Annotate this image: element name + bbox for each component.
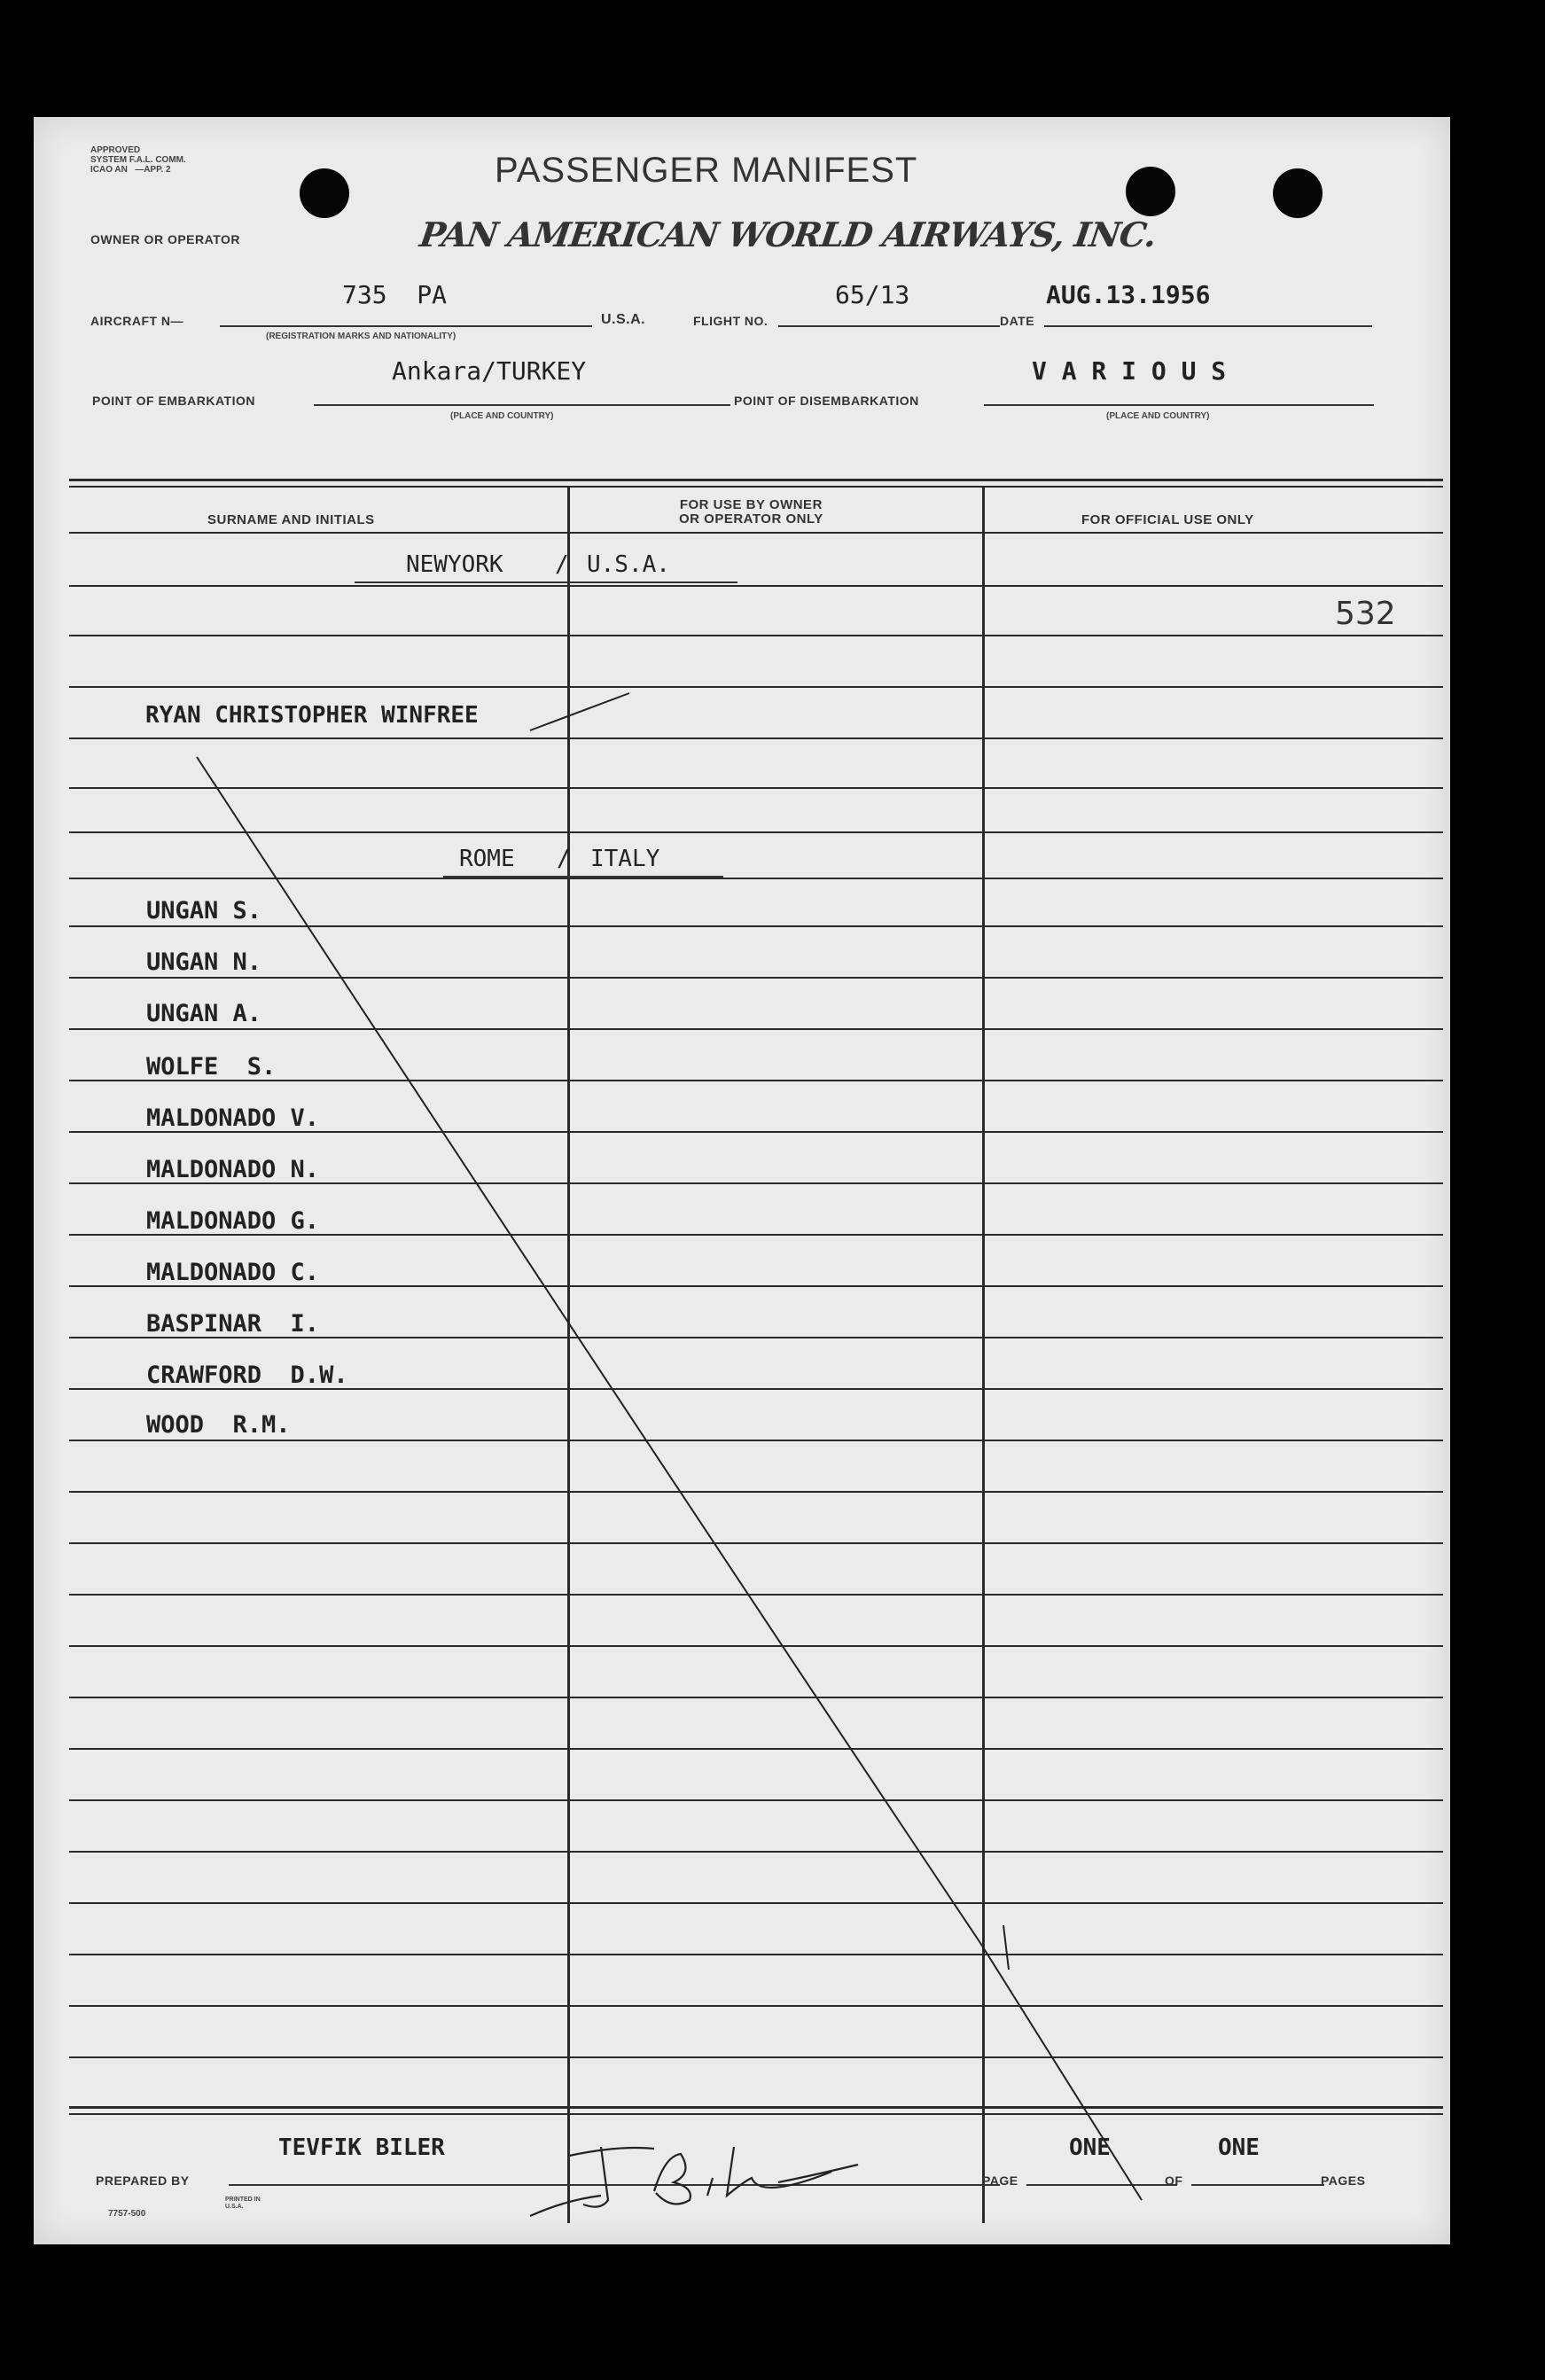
section-country: U.S.A. xyxy=(587,551,670,578)
col-header-owner-line: FOR USE BY OWNER xyxy=(679,497,823,512)
date-value: AUG.13.1956 xyxy=(1046,280,1211,309)
passenger-name: MALDONADO N. xyxy=(146,1156,320,1183)
passenger-name: UNGAN N. xyxy=(146,948,262,976)
passenger-name: MALDONADO G. xyxy=(146,1207,320,1235)
passenger-name: WOLFE S. xyxy=(146,1053,277,1081)
owner-label: OWNER OR OPERATOR xyxy=(90,232,240,246)
place-note-disembarkation: (PLACE AND COUNTRY) xyxy=(1106,411,1210,421)
page-label: PAGE xyxy=(982,2173,1018,2188)
passenger-name: RYAN CHRISTOPHER WINFREE xyxy=(145,702,479,729)
approval-line: APPROVED xyxy=(90,145,141,155)
page-title: PASSENGER MANIFEST xyxy=(495,151,918,190)
flight-value: 65/13 xyxy=(835,280,910,309)
owner-value: PAN AMERICAN WORLD AIRWAYS, INC. xyxy=(417,215,1159,254)
col-header-official: FOR OFFICIAL USE ONLY xyxy=(1081,512,1254,527)
approval-line: ICAO AN xyxy=(90,165,128,175)
place-note-embarkation: (PLACE AND COUNTRY) xyxy=(450,411,554,421)
passenger-name: UNGAN A. xyxy=(146,1000,262,1027)
form-code: 7757-500 xyxy=(108,2209,146,2219)
slash-mark xyxy=(530,693,629,730)
prepared-by-value: TEVFIK BILER xyxy=(278,2134,445,2161)
of-value: ONE xyxy=(1218,2134,1260,2161)
col-header-owner-line: OR OPERATOR ONLY xyxy=(679,511,823,527)
aircraft-value: 735 PA xyxy=(342,280,448,309)
approval-line: SYSTEM F.A.L. COMM. xyxy=(90,155,186,165)
official-number: 532 xyxy=(1335,596,1396,632)
approval-line: —APP. 2 xyxy=(135,165,171,175)
page-value: ONE xyxy=(1069,2134,1111,2161)
strike-through-line xyxy=(197,757,1142,2200)
pages-label: PAGES xyxy=(1321,2173,1366,2188)
date-label: DATE xyxy=(1000,314,1035,328)
manifest-sheet xyxy=(34,117,1450,2244)
nationality: U.S.A. xyxy=(601,312,646,327)
passenger-name: MALDONADO V. xyxy=(146,1104,320,1132)
embarkation-value: Ankara/TURKEY xyxy=(392,356,587,386)
registration-note: (REGISTRATION MARKS AND NATIONALITY) xyxy=(266,332,456,341)
disembarkation-label: POINT OF DISEMBARKATION xyxy=(734,394,919,408)
printed-note: PRINTED IN U.S.A. xyxy=(225,2197,261,2210)
passenger-name: MALDONADO C. xyxy=(146,1259,320,1286)
flight-label: FLIGHT NO. xyxy=(693,314,769,328)
section-separator: / xyxy=(555,551,569,578)
passenger-name: UNGAN S. xyxy=(146,897,262,925)
disembarkation-value: V A R I O U S xyxy=(1032,356,1227,386)
embarkation-label: POINT OF EMBARKATION xyxy=(92,394,255,408)
passenger-name: BASPINAR I. xyxy=(146,1310,320,1338)
section-city: ROME xyxy=(459,846,515,872)
prepared-by-label: PREPARED BY xyxy=(96,2173,190,2188)
tick-mark xyxy=(1003,1925,1009,1970)
of-label: OF xyxy=(1165,2173,1183,2188)
aircraft-label: AIRCRAFT N— xyxy=(90,314,184,328)
passenger-name: CRAWFORD D.W. xyxy=(146,1362,348,1389)
section-country: ITALY xyxy=(590,846,660,872)
section-city: NEWYORK xyxy=(406,551,503,578)
col-header-surname: SURNAME AND INITIALS xyxy=(207,512,375,527)
passenger-name: WOOD R.M. xyxy=(146,1411,291,1439)
signature xyxy=(530,2147,858,2216)
pen-marks xyxy=(34,117,1450,2244)
section-separator: / xyxy=(557,846,571,872)
